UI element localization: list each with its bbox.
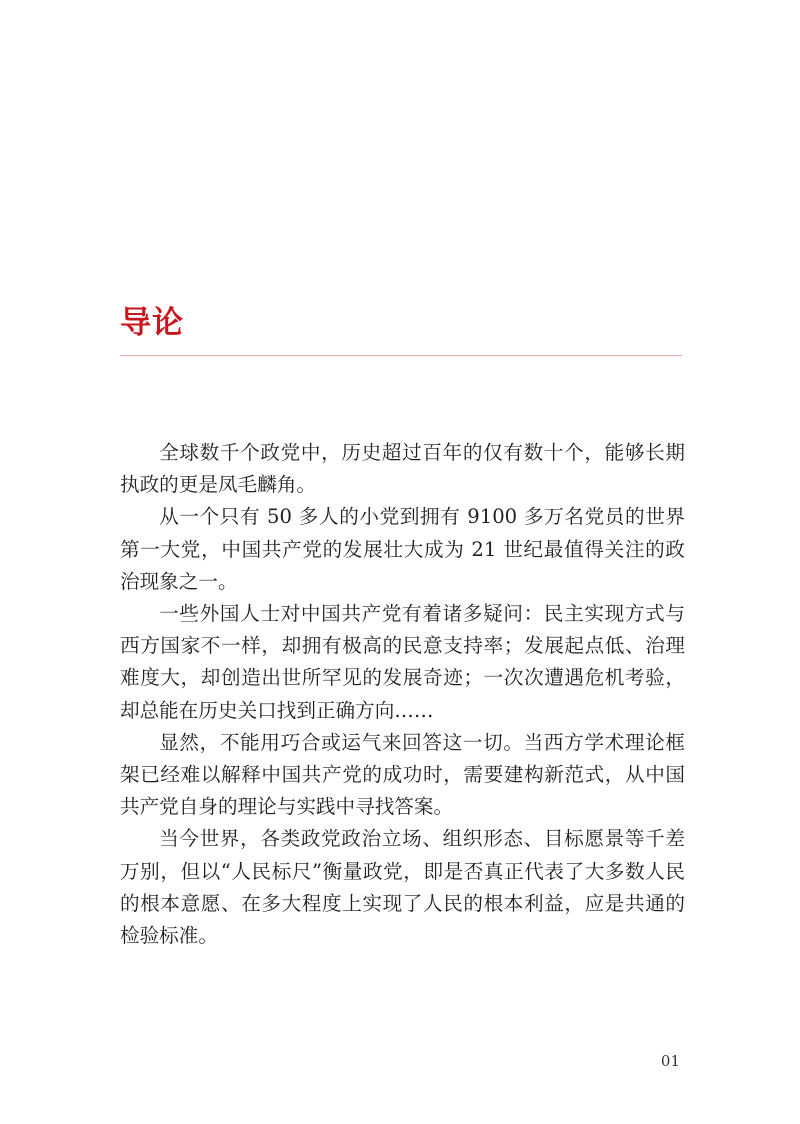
paragraph: 显然，不能用巧合或运气来回答这一切。当西方学术理论框架已经难以解释中国共产党的成功时，需要建构新范式，从中国共产党自身的理论与实践中寻找答案。 — [120, 730, 685, 819]
title-divider — [120, 355, 682, 356]
paragraph: 全球数千个政党中，历史超过百年的仅有数十个，能够长期执政的更是凤毛麟角。 — [120, 441, 685, 497]
paragraph: 当今世界，各类政党政治立场、组织形态、目标愿景等千差万别，但以“人民标尺”衡量政党，即是否真正代表了大多数人民的根本意愿、在多大程度上实现了人民的根本利益，应是共通的检验标准。 — [120, 827, 685, 948]
page-number: 01 — [660, 1052, 680, 1070]
paragraph: 一些外国人士对中国共产党有着诸多疑问：民主实现方式与西方国家不一样，却拥有极高的民意支持率；发展起点低、治理难度大，却创造出世所罕见的发展奇迹；一次次遭遇危机考验，却总能在历史关口找到正确方向…… — [120, 602, 685, 722]
paragraph: 从一个只有 50 多人的小党到拥有 9100 多万名党员的世界第一大党，中国共产党的发展壮大成为 21 世纪最值得关注的政治现象之一。 — [120, 505, 685, 593]
body-text — [120, 437, 685, 952]
chapter-title: 导论 — [120, 305, 184, 341]
